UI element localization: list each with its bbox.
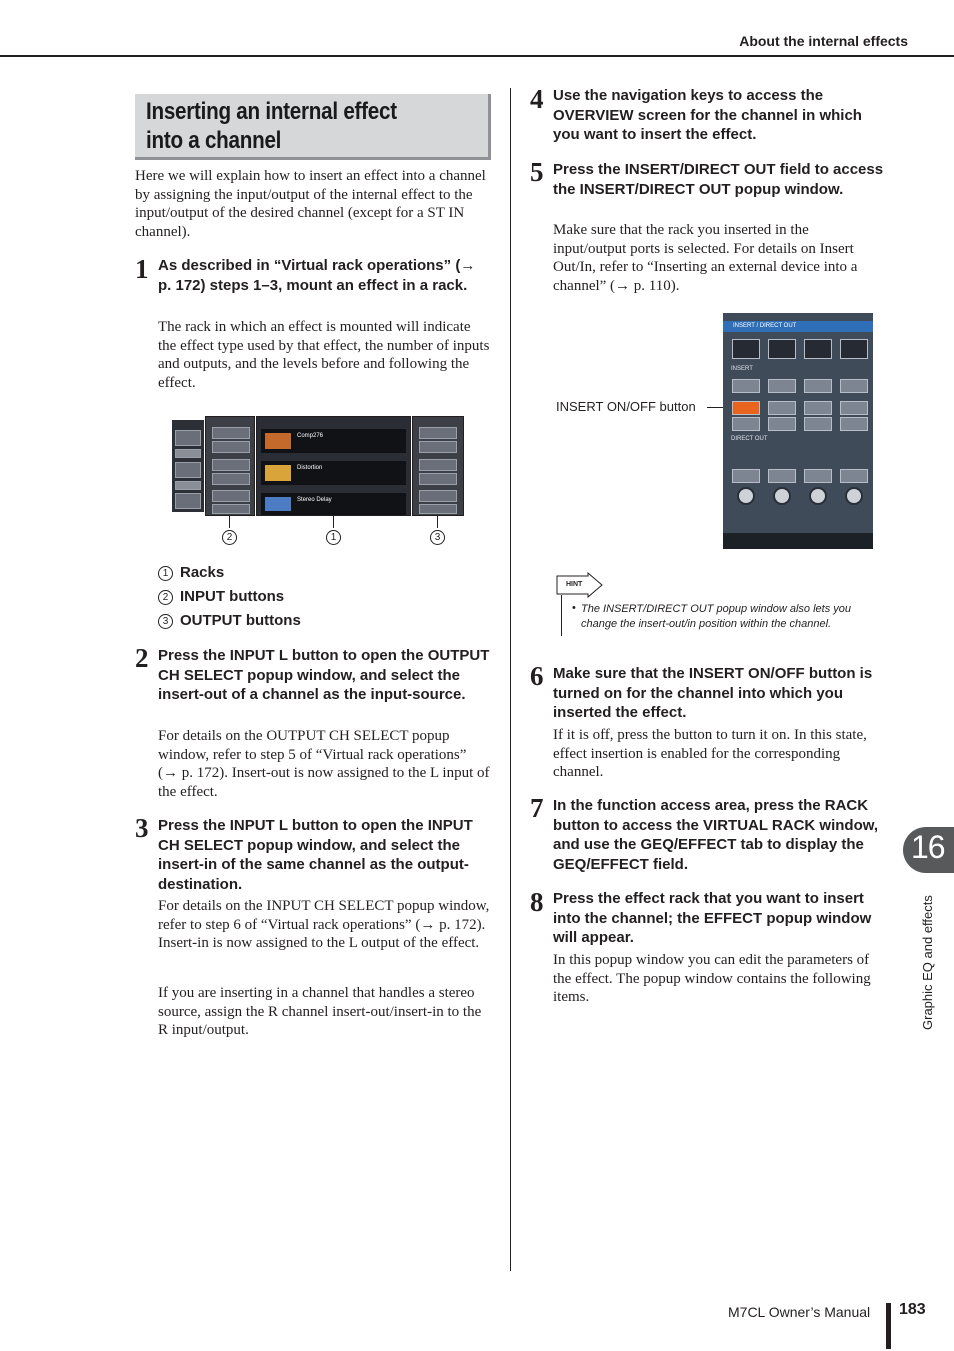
rack-select-button[interactable] [840,417,868,431]
output-button[interactable] [419,473,457,485]
column-divider [510,88,511,1271]
figure-callout-label: INSERT ON/OFF button [556,399,696,414]
direct-out-button[interactable] [768,469,796,483]
step-number: 8 [530,887,544,917]
step-heading: As described in “Virtual rack operations” (→ p. 172) steps 1–3, mount an effect in a rack. [158,257,476,294]
rack-select-button[interactable] [768,417,796,431]
level-knob[interactable] [845,487,863,505]
footer-bar [886,1303,891,1349]
step-heading: Press the INPUT L button to open the INPUT CH SELECT popup window, and select the insert-in of the same channel as the output-destination. [158,817,473,893]
step-number: 5 [530,157,544,187]
output-button[interactable] [419,459,457,471]
input-button[interactable] [212,427,250,439]
rack-select-button[interactable] [840,379,868,393]
rack-select-button[interactable] [804,379,832,393]
output-button[interactable] [419,441,457,453]
input-button[interactable] [212,441,250,453]
hint-text: The INSERT/DIRECT OUT popup window also lets you change the insert-out/in position within the channel. [581,603,852,630]
effect-rack[interactable] [261,461,406,485]
insert-on-button[interactable] [804,401,832,415]
step-body: The rack in which an effect is mounted will indicate the effect type used by that effect, the number of inputs and outputs, and the levels before and following the effect. [158,319,490,391]
header-rule [0,55,954,57]
rack-select-button[interactable] [804,417,832,431]
step-number: 4 [530,84,544,114]
legend-item: 3 OUTPUT buttons [158,612,301,629]
step-heading: Press the effect rack that you want to insert into the channel; the EFFECT popup window will appear. [553,890,872,946]
rack-select-button[interactable] [732,379,760,393]
rack-select-button[interactable] [768,379,796,393]
insert-on-button[interactable] [732,401,760,415]
channel-header [768,339,796,359]
output-button[interactable] [419,504,457,514]
legend-item: 1 Racks [158,564,224,581]
rack-mount-strip [172,420,204,512]
safe-button[interactable] [175,449,201,458]
step-heading: Make sure that the INSERT ON/OFF button is turned on for the channel into which you inserted the effect. [553,665,873,721]
insert-on-button[interactable] [840,401,868,415]
effect-thumbnail [265,497,291,511]
virtual-rack-figure [172,416,464,516]
page-number: 183 [899,1301,926,1318]
hint-label: HINT [566,581,583,588]
rack-mount-button[interactable] [175,462,201,478]
rack-mount-button[interactable] [175,430,201,446]
step-heading: Use the navigation keys to access the OVERVIEW screen for the channel in which you want to insert the effect. [553,87,862,143]
input-button[interactable] [212,473,250,485]
callout-line [229,516,230,528]
effect-thumbnail [265,433,291,449]
rack-mount-button[interactable] [175,493,201,509]
input-buttons-group [205,416,255,516]
hint-rule [561,595,562,636]
step-heading: In the function access area, press the RACK button to access the VIRTUAL RACK window, and use the GEQ/EFFECT tab to display the GEQ/EFFECT field. [553,797,879,873]
effect-thumbnail [265,465,291,481]
effect-name: Stereo Delay [297,497,332,503]
step-note: If you are inserting in a channel that handles a stereo source, assign the R channel insert-out/insert-in to the R input/output. [158,985,482,1038]
insert-label: INSERT [731,366,753,372]
section-title: Inserting an internal effect into a channel [146,98,397,154]
level-knob[interactable] [809,487,827,505]
input-button[interactable] [212,459,250,471]
level-knob[interactable] [773,487,791,505]
step-number: 2 [135,643,149,673]
channel-header [804,339,832,359]
section-title-box [135,94,491,160]
input-button[interactable] [212,504,250,514]
callout-number: 3 [430,530,445,545]
effect-rack[interactable] [261,429,406,453]
safe-button[interactable] [175,481,201,490]
footer-manual-title: M7CL Owner’s Manual [728,1304,871,1320]
direct-out-button[interactable] [804,469,832,483]
step-body: In this popup window you can edit the parameters of the effect. The popup window contains the following items. [553,952,871,1005]
step-body: If it is off, press the button to turn it on. In this state, effect insertion is enabled for the corresponding channel. [553,727,867,780]
effect-name: Comp276 [297,433,324,439]
racks-group [256,416,411,516]
output-button[interactable] [419,490,457,502]
callout-line [437,516,438,528]
effect-rack[interactable] [261,493,406,515]
rack-select-button[interactable] [732,417,760,431]
insert-on-button[interactable] [768,401,796,415]
output-buttons-group [412,416,464,516]
output-button[interactable] [419,427,457,439]
insert-direct-out-screen [723,313,873,549]
step-number: 1 [135,254,149,284]
callout-line [333,516,334,528]
chapter-label: Graphic EQ and effects [920,895,935,1030]
step-heading: Press the INPUT L button to open the OUTPUT CH SELECT popup window, and select the insert-out of a channel as the input-source. [158,647,490,703]
effect-name: Distortion [297,465,323,471]
step-number: 6 [530,661,544,691]
callout-number: 1 [326,530,341,545]
direct-out-button[interactable] [732,469,760,483]
channel-header [840,339,868,359]
step-body: For details on the OUTPUT CH SELECT popup window, refer to step 5 of “Virtual rack operations” (→ p. 172). Insert-out is now assigned to the L input of the effect. [158,728,490,800]
channel-header [732,339,760,359]
running-head: About the internal effects [739,33,908,49]
legend-item: 2 INPUT buttons [158,588,284,605]
chapter-number: 16 [911,829,945,865]
callout-number: 2 [222,530,237,545]
level-knob[interactable] [737,487,755,505]
direct-out-button[interactable] [840,469,868,483]
step-number: 7 [530,793,544,823]
direct-out-label: DIRECT OUT [731,436,768,442]
step-heading: Press the INSERT/DIRECT OUT field to access the INSERT/DIRECT OUT popup window. [553,161,884,198]
screen-footer-bar [723,533,873,549]
step-body: For details on the INPUT CH SELECT popup window, refer to step 6 of “Virtual rack operations” (→ p. 172). Insert-in is now assigned to the L output of the effect. [158,898,490,951]
hint-bullet: • [572,602,576,614]
input-button[interactable] [212,490,250,502]
popup-title: INSERT / DIRECT OUT [723,321,873,332]
intro-paragraph: Here we will explain how to insert an effect into a channel by assigning the input/output of the internal effect to the input/output of the desired channel (except for a ST IN channel). [135,168,486,240]
step-number: 3 [135,813,149,843]
step-body: Make sure that the rack you inserted in the input/output ports is selected. For details on Insert Out/In, refer to “Inserting an external device into a channel” (→ p. 110). [553,222,858,294]
